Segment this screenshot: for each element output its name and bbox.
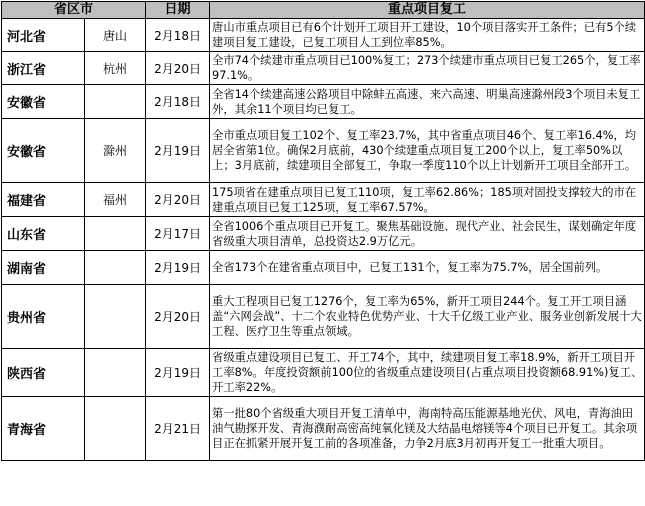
province-cell: 青海省 [2,397,85,461]
description-cell: 第一批80个省级重大项目开复工清单中，海南特高压能源基地光伏、风电，青海油田油气勘探开发、青海濮耐高密高纯氧化镁及大结晶电熔镁等4个项目已开复工。其余项目正在抓紧开展开复工前的各项准备，力争2月底3月初再开复工一批重大项目。 [210,397,645,461]
city-cell: 福州 [85,183,146,217]
description-cell: 唐山市重点项目已有6个计划开工项目开工建设，10个项目落实开工条件；已有5个续建项目复工建设，已复工项目人工到位率85%。 [210,19,645,52]
city-cell [85,217,146,251]
description-cell: 全市74个续建市重点项目已100%复工；273个续建市重点项目已复工265个，复工率97.1%。 [210,52,645,85]
date-cell: 2月17日 [146,217,210,251]
description-cell: 175项省在建重点项目已复工110项，复工率62.86%；185项对固投支撑较大的市在建重点项目已复工125项，复工率67.57%。 [210,183,645,217]
table-row [2,285,645,349]
date-cell: 2月20日 [146,52,210,85]
header-date: 日期 [146,2,210,19]
table-row [2,19,645,52]
province-cell: 安徽省 [2,119,85,183]
city-cell [85,285,146,349]
date-cell: 2月19日 [146,349,210,397]
city-cell [85,251,146,285]
province-cell: 河北省 [2,19,85,52]
date-cell: 2月18日 [146,85,210,119]
date-cell: 2月19日 [146,251,210,285]
description-cell: 全省173个在建省重点项目中，已复工131个，复工率为75.7%，居全国前列。 [210,251,645,285]
table-row [2,349,645,397]
table-row [2,217,645,251]
province-cell: 陕西省 [2,349,85,397]
city-cell [85,349,146,397]
description-cell: 全省14个续建高速公路项目中除蚌五高速、来六高速、明巢高速滁州段3个项目未复工外，其余11个项目均已复工。 [210,85,645,119]
description-cell: 省级重点建设项目已复工、开工74个，其中，续建项目复工率18.9%，新开工项目开工率8%。年度投资额前100位的省级重点建设项目(占重点项目投资额68.91%)复工、开工率22%。 [210,349,645,397]
project-resumption-table [1,1,645,461]
date-cell: 2月21日 [146,397,210,461]
table-row [2,183,645,217]
description-cell: 重大工程项目已复工1276个，复工率为65%，新开工项目244个。复工开工项目涵盖“六网会战”、十二个农业特色优势产业、十大千亿级工业产业、服务业创新发展十大工程、医疗卫生等重点领域。 [210,285,645,349]
province-cell: 安徽省 [2,85,85,119]
province-cell: 贵州省 [2,285,85,349]
city-cell [85,85,146,119]
province-cell: 福建省 [2,183,85,217]
header-project: 重点项目复工 [210,2,645,19]
table-header-row [2,2,645,19]
province-cell: 浙江省 [2,52,85,85]
table-row [2,52,645,85]
city-cell: 滁州 [85,119,146,183]
table-row [2,251,645,285]
city-cell [85,397,146,461]
table-row [2,85,645,119]
date-cell: 2月19日 [146,119,210,183]
city-cell: 杭州 [85,52,146,85]
table-row [2,397,645,461]
date-cell: 2月20日 [146,183,210,217]
province-cell: 山东省 [2,217,85,251]
description-cell: 全市重点项目复工102个、复工率23.7%，其中省重点项目46个、复工率16.4%，均居全省第1位。确保2月底前，430个续建重点项目复工200个以上，复工率50%以上；3月底前，续建项目全部复工，争取一季度110个以上计划新开工项目全部开工。 [210,119,645,183]
date-cell: 2月18日 [146,19,210,52]
date-cell: 2月20日 [146,285,210,349]
city-cell: 唐山 [85,19,146,52]
description-cell: 全省1006个重点项目已开复工。聚焦基础设施、现代产业、社会民生，谋划确定年度省级重大项目清单，总投资达2.9万亿元。 [210,217,645,251]
header-province: 省区市 [2,2,146,19]
table-row [2,119,645,183]
province-cell: 湖南省 [2,251,85,285]
